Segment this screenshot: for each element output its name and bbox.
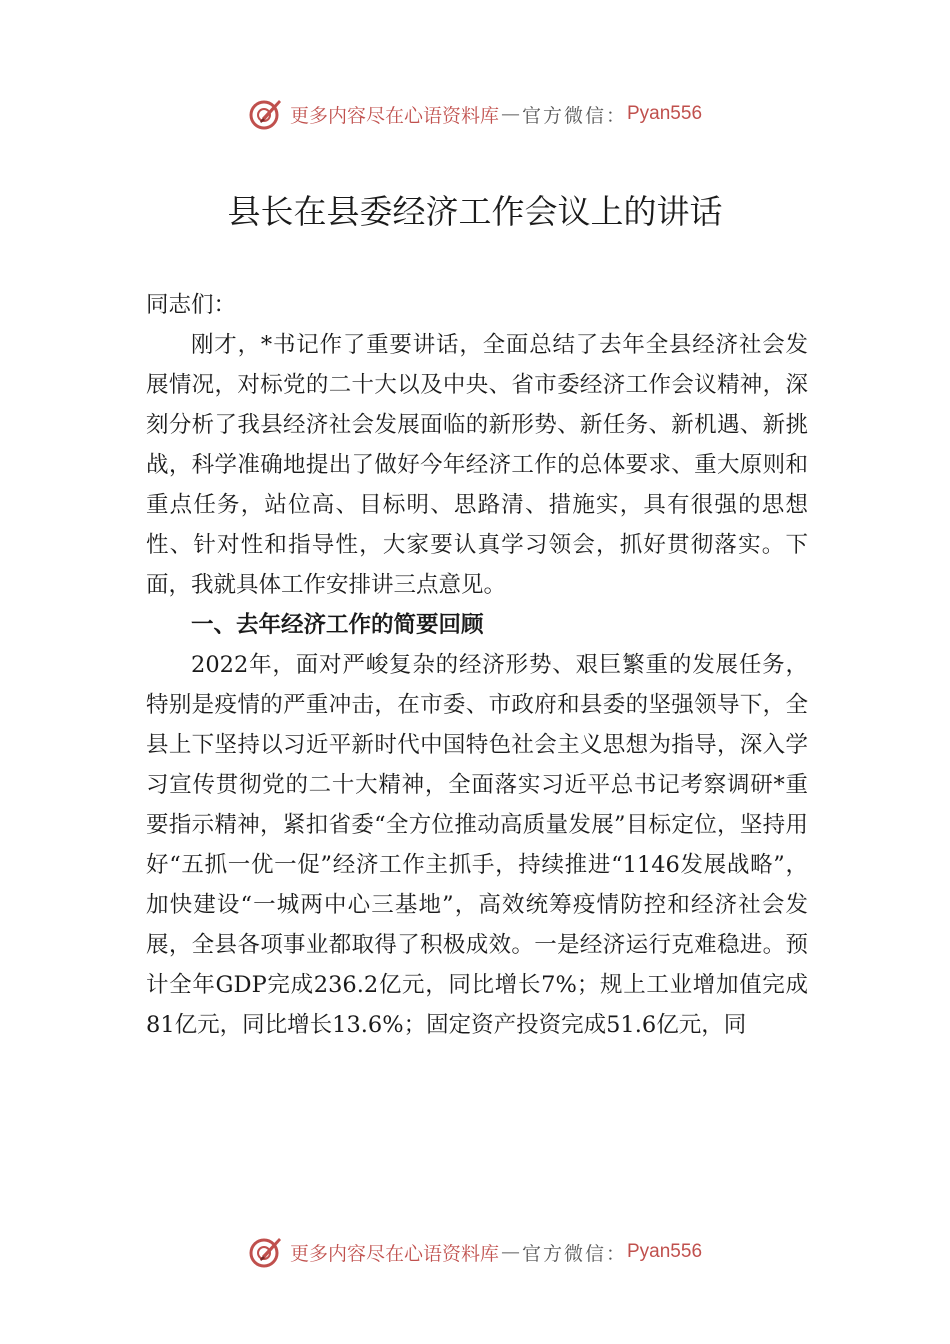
document-title: 县长在县委经济工作会议上的讲话 [227,192,723,231]
watermark-label: 官方微信： [521,104,627,127]
watermark-footer [0,1232,950,1272]
salutation: 同志们： [146,292,237,318]
watermark-main-text: 更多内容尽在心语资料库 [289,1242,499,1265]
section-paragraph: 2022年，面对严峻复杂的经济形势、艰巨繁重的发展任务，特别是疫情的严重冲击，在市委、市政府和县委的坚强领导下，全县上下坚持以习近平新时代中国特色社会主义思想为指导，深入学习宣传贯彻党的二十大精神，全面落实习近平总书记考察调研*重要指示精神，紧扣省委“全方位推动高质量发展”目标定位，坚持用好“五抓一优一促”经济工作主抓手，持续推进“1146发展战略”，加快建设“一城两中心三基地”，高效统筹疫情防控和经济社会发展，全县各项事业都取得了积极成效。一是经济运行克难稳进。预计全年GDP完成236.2亿元，同比增长7%；规上工业增加值完成81亿元，同比增长13.6%；固定资产投资完成51.6亿元，同 [146,652,808,1038]
watermark-label: 官方微信： [521,1242,627,1265]
section-heading: 一、去年经济工作的简要回顾 [191,612,484,638]
document-body [146,285,808,1045]
watermark-separator: — [500,103,520,125]
watermark-handle: Pyan556 [627,1241,703,1262]
quill-logo-icon [248,1234,284,1270]
quill-logo-icon [248,96,284,132]
watermark-header [0,94,950,134]
watermark-main-text: 更多内容尽在心语资料库 [289,104,499,127]
watermark-separator: — [500,1241,520,1263]
intro-paragraph: 刚才，*书记作了重要讲话，全面总结了去年全县经济社会发展情况，对标党的二十大以及中央、省市委经济工作会议精神，深刻分析了我县经济社会发展面临的新形势、新任务、新机遇、新挑战，科学准确地提出了做好今年经济工作的总体要求、重大原则和重点任务，站位高、目标明、思路清、措施实，具有很强的思想性、针对性和指导性，大家要认真学习领会，抓好贯彻落实。下面，我就具体工作安排讲三点意见。 [146,332,808,598]
watermark-handle: Pyan556 [627,103,703,124]
